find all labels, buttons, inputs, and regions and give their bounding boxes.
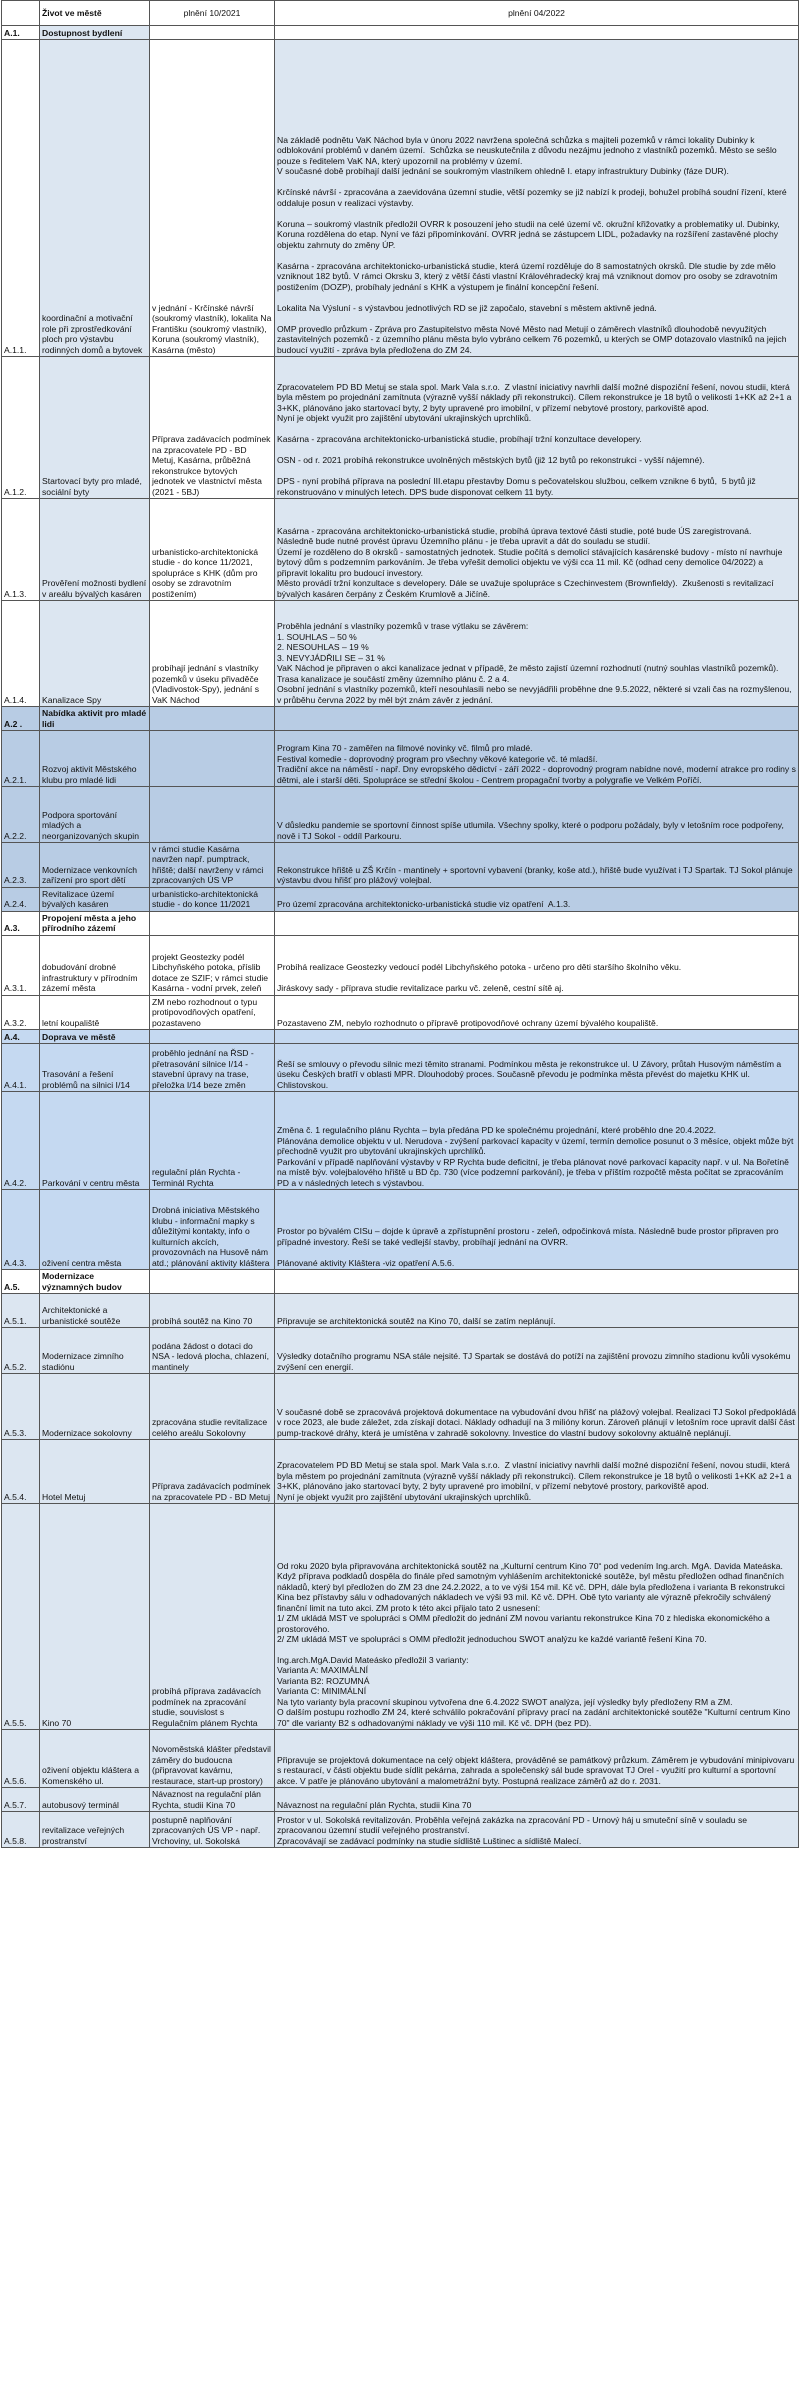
table-row [2, 40, 799, 357]
header-empty [2, 1, 40, 26]
row-name: letní koupaliště [40, 995, 150, 1029]
row-plneni-2022: Program Kina 70 - zaměřen na filmové novinky vč. filmů pro mladé. Festival komedie - doprovodný program pro všechny věkové kategorie vč. té mladší. Tradiční akce na náměstí - např. Dny evropského dědictví - září 2022 - doprovodný program nabídne nové, moderní atrakce pro rodiny s dětmi, ale i starší děti. Spolupráce se střední školou - Centrem propagační tvorby a polygrafie ve Velkém Poříčí. [275, 731, 799, 787]
row-number: A.5.8. [2, 1812, 40, 1848]
row-name: Hotel Metuj [40, 1440, 150, 1504]
row-plneni-2022: Změna č. 1 regulačního plánu Rychta – byla předána PD ke společnému projednání, které proběhlo dne 20.4.2022. Plánována demolice objektu v ul. Nerudova - zvýšení parkovací kapacity v území, termín demolice posunut o 3 měsíce, objekt může být přechodně využit pro ubytování ukrajinských uprchlíků. Parkování v případě naplňování výstavby v RP Rychta bude deficitní, je třeba plánovat nové parkovací kapacity např. v ul. Na Bořetíně na místě býv. volejbalového hřiště u BD čp. 730 (více podzemní parkování), je třeba v příštím rozpočtě města počítat se zpracováním PD a v následných letech s výstavbou. [275, 1092, 799, 1190]
section-number: A.1. [2, 26, 40, 40]
row-plneni-2022: Připravuje se projektová dokumentace na celý objekt kláštera, prováděné se památkový průzkum. Záměrem je vybudování minipivovaru s restaurací, v části objektu bude sídlit pekárna, zahrada a společenský sál bude spravovat TJ Orel - využití pro kulturní a sportovní akce. V patře je plánováno ubytování a malometrážní byty. Postupná realizace záměrů až do r. 2031. [275, 1730, 799, 1788]
row-name: Modernizace zimního stadiónu [40, 1328, 150, 1374]
row-plneni-2022: V důsledku pandemie se sportovní činnost spíše utlumila. Všechny spolky, které o podporu požádaly, byly v letošním roce podpořeny, nově i TJ Sokol - oddíl Parkouru. [275, 787, 799, 843]
row-plneni-2021: v jednání - Krčínské návrší (soukromý vlastník), lokalita Na Františku (soukromý vlastník), Koruna (soukromý vlastník), Kasárna (město) [150, 40, 275, 357]
row-plneni-2022: Rekonstrukce hřiště u ZŠ Krčín - mantinely + sportovní vybavení (branky, koše atd.), hřiště bude využívat i TJ Spartak. TJ Sokol plánuje výstavbu dvou hřišť pro plážový volejbal. [275, 843, 799, 888]
row-plneni-2022: Prostor po bývalém CISu – dojde k úpravě a zpřístupnění prostoru - zeleň, odpočinková místa. Následně bude prostor připraven pro případné investory. Řeší se také vedlejší stavby, probíhají jednání na OVRR. Plánované aktivity Kláštera -viz opatření A.5.6. [275, 1190, 799, 1270]
table-row [2, 1374, 799, 1440]
row-plneni-2022: Zpracovatelem PD BD Metuj se stala spol. Mark Vala s.r.o. Z vlastní iniciativy navrhli další možné dispoziční řešení, novou studii, která byla městem po projednání zamítnuta (výrazně vyšší náklady při rekonstrukci). Cílem rekonstrukce je 18 bytů o velikosti 1+KK až 2+1 a 3+KK, plánováno jako startovací byty, 2 byty upravené pro imobilní, v přízemí nebytové prostory, parkoviště apod. Nyní je objekt využit pro zajištění ubytování ukrajinských uprchlíků. [275, 1440, 799, 1504]
table-row [2, 787, 799, 843]
row-name: autobusový terminál [40, 1788, 150, 1812]
row-name: Revitalizace území bývalých kasáren [40, 887, 150, 911]
row-plneni-2022: Návaznost na regulační plán Rychta, studii Kina 70 [275, 1788, 799, 1812]
row-plneni-2021: zpracována studie revitalizace celého areálu Sokolovny [150, 1374, 275, 1440]
section-title: Doprava ve městě [40, 1030, 150, 1044]
row-plneni-2022: V současné době se zpracovává projektová dokumentace na vybudování dvou hřišť na plážový volejbal. Realizaci TJ Sokol předpokládá v roce 2023, ale bude záležet, zda získají dotaci. Náklady odhadují na 3 milióny korun. Zároveň plánují v letošním roce upravit další část pump-trackové dráhy, která je umístěna v zahradě sokolovny. Investice do vlastní budovy sokolovny aktuálně neplánují. [275, 1374, 799, 1440]
row-plneni-2021 [150, 731, 275, 787]
row-number: A.2.2. [2, 787, 40, 843]
header-col-2021: plnění 10/2021 [150, 1, 275, 26]
row-plneni-2022: Pozastaveno ZM, nebylo rozhodnuto o přípravě protipovodňové ochrany území bývalého koupaliště. [275, 995, 799, 1029]
section-title: Nabídka aktivit pro mladé lidi [40, 707, 150, 731]
table-row [2, 499, 799, 601]
table-row [2, 1294, 799, 1328]
table-row [2, 843, 799, 888]
section-title: Dostupnost bydlení [40, 26, 150, 40]
row-name: oživení centra města [40, 1190, 150, 1270]
row-plneni-2022: Řeší se smlouvy o převodu silnic mezi těmito stranami. Podmínkou města je rekonstrukce ul. U Závory, průtah Husovým náměstím a úseku Českých bratří v oblasti MPR. Dlouhodobý proces. Současně převodu je podmínka města převést do majetku KHK ul. Chlistovskou. [275, 1044, 799, 1092]
row-name: oživení objektu kláštera a Komenského ul. [40, 1730, 150, 1788]
row-number: A.4.1. [2, 1044, 40, 1092]
row-number: A.5.1. [2, 1294, 40, 1328]
row-number: A.3.2. [2, 995, 40, 1029]
row-number: A.4.2. [2, 1092, 40, 1190]
row-name: Kino 70 [40, 1504, 150, 1730]
row-plneni-2021 [150, 787, 275, 843]
row-number: A.1.4. [2, 601, 40, 707]
row-plneni-2022: Od roku 2020 byla připravována architektonická soutěž na „Kulturní centrum Kino 70“ pod vedením Ing.arch. MgA. Davida Mateáska. Když příprava podkladů dospěla do finále před samotným vyhlášením architektonické soutěže, byl městu předložen odhad finančních nákladů, který byl předložen do ZM 23 dne 24.2.2022, a to ve výši 154 mil. Kč vč. DPH, dále byla předložena i varianta B rekonstrukci Kina bez přístavby sálu v odhadovaných nákladech ve výši 93 mil. Kč vč. DPH. Obě tyto varianty ale výrazně překročily schválený finanční limit na tuto akci. ZM proto k této akci přijalo tato 2 usnesení: 1/ ZM ukládá MST ve spolupráci s OMM předložit do jednání ZM novou variantu rekonstrukce Kina 70 z hlediska ekonomického a prostorového. 2/ ZM ukládá MST ve spolupráci s OMM předložit jednoduchou SWOT analýzu ke každé variantě řešení Kina 70. Ing.arch.MgA.David Mateásko předložil 3 varianty: Varianta A: MAXIMÁLNÍ Varianta B2: ROZUMNÁ Varianta C: MINIMÁLNÍ Na tyto varianty byla pracovní skupinou vytvořena dne 6.4.2022 SWOT analýza, její výsledky byly předloženy RM a ZM. O dalším postupu rozhodlo ZM 24, které schválilo pokračování přípravy prací na zadání architektonické soutěže "Kulturní centrum Kino 70" dle varianty B2 s odhadovanými náklady ve výši 110 mil. Kč vč. DPH (bez PD). [275, 1504, 799, 1730]
row-number: A.5.5. [2, 1504, 40, 1730]
row-name: Startovací byty pro mladé, sociální byty [40, 357, 150, 499]
header-col-name: Život ve městě [40, 1, 150, 26]
row-plneni-2021: Novoměstská klášter představil záměry do budoucna (připravovat kavárnu, restaurace, start-up prostory) [150, 1730, 275, 1788]
section-title: Modernizace významných budov [40, 1270, 150, 1294]
row-plneni-2021: podána žádost o dotaci do NSA - ledová plocha, chlazení, mantinely [150, 1328, 275, 1374]
row-number: A.5.7. [2, 1788, 40, 1812]
row-plneni-2021: ZM nebo rozhodnout o typu protipovodňových opatření, pozastaveno [150, 995, 275, 1029]
section-row [2, 1030, 799, 1044]
row-number: A.5.6. [2, 1730, 40, 1788]
table-row [2, 357, 799, 499]
row-name: Kanalizace Spy [40, 601, 150, 707]
row-plneni-2021: probíhá soutěž na Kino 70 [150, 1294, 275, 1328]
row-plneni-2021: Příprava zadávacích podmínek na zpracovatele PD - BD Metuj [150, 1440, 275, 1504]
row-plneni-2022: Pro území zpracována architektonicko-urbanistická studie viz opatření A.1.3. [275, 887, 799, 911]
row-name: Rozvoj aktivit Městského klubu pro mladé lidi [40, 731, 150, 787]
row-plneni-2022: Proběhla jednání s vlastníky pozemků v trase výtlaku se závěrem: 1. SOUHLAS – 50 % 2. NESOUHLAS – 19 % 3. NEVYJÁDŘILI SE – 31 % VaK Náchod je připraven o akci kanalizace jednat v případě, že město zajistí územní rozhodnutí (nutný souhlas vlastníků pozemků). Trasa kanalizace je součástí změny územního plánu č. 2 a 4. Osobní jednání s vlastníky pozemků, kteří nesouhlasili nebo se nevyjádřili proběhne dne 9.5.2022, některé si vzali čas na rozmyšlenou, v průběhu června 2022 by měl být znám závěr z jednání. [275, 601, 799, 707]
row-plneni-2022: Probíhá realizace Geostezky vedoucí podél Libchyňského potoka - určeno pro děti staršího školního věku. Jiráskovy sady - příprava studie revitalizace parku vč. zeleně, cestní sítě aj. [275, 935, 799, 995]
row-number: A.4.3. [2, 1190, 40, 1270]
table-row [2, 1190, 799, 1270]
row-plneni-2021: urbanisticko-architektonická studie - do konce 11/2021, spolupráce s KHK (dům pro osoby se zdravotním postižením) [150, 499, 275, 601]
row-plneni-2021: probíhá příprava zadávacích podmínek na zpracování studie, souvislost s Regulačním plánem Rychta [150, 1504, 275, 1730]
table-row [2, 601, 799, 707]
row-number: A.1.1. [2, 40, 40, 357]
row-name: Architektonické a urbanistické soutěže [40, 1294, 150, 1328]
row-plneni-2021: regulační plán Rychta - Terminál Rychta [150, 1092, 275, 1190]
section-row [2, 1270, 799, 1294]
section-row [2, 911, 799, 935]
table-header [2, 1, 799, 26]
row-number: A.2.3. [2, 843, 40, 888]
row-name: revitalizace veřejných prostranství [40, 1812, 150, 1848]
table-row [2, 1440, 799, 1504]
row-plneni-2021: probíhají jednání s vlastníky pozemků v úseku přivaděče (Vladivostok-Spy), jednání s VaK Náchod [150, 601, 275, 707]
table-row [2, 1730, 799, 1788]
row-plneni-2021: Drobná iniciativa Městského klubu - informační mapky s důležitými kontakty, info o kulturních akcích, provozovnách na Husově nám atd.; plánování aktivity kláštera [150, 1190, 275, 1270]
row-name: Modernizace venkovních zařízení pro sport dětí [40, 843, 150, 888]
table-row [2, 1504, 799, 1730]
row-plneni-2021: Návaznost na regulační plán Rychta, studii Kina 70 [150, 1788, 275, 1812]
row-number: A.1.2. [2, 357, 40, 499]
row-number: A.5.4. [2, 1440, 40, 1504]
row-name: Prověření možnosti bydlení v areálu bývalých kasáren [40, 499, 150, 601]
row-number: A.5.3. [2, 1374, 40, 1440]
row-name: Podpora sportování mladých a neorganizovaných skupin [40, 787, 150, 843]
row-name: dobudování drobné infrastruktury v přírodním zázemí města [40, 935, 150, 995]
header-col-2022: plnění 04/2022 [275, 1, 799, 26]
row-number: A.5.2. [2, 1328, 40, 1374]
table-row [2, 1788, 799, 1812]
row-plneni-2021: Příprava zadávacích podmínek na zpracovatele PD - BD Metuj, Kasárna, průběžná rekonstrukce bytových jednotek ve vlastnictví města (2021 - 5BJ) [150, 357, 275, 499]
row-plneni-2021: urbanisticko-architektonická studie - do konce 11/2021 [150, 887, 275, 911]
section-number: A.2 . [2, 707, 40, 731]
row-plneni-2021: postupně naplňování zpracovaných ÚS VP - např. Vrchoviny, ul. Sokolská [150, 1812, 275, 1848]
section-row [2, 26, 799, 40]
table-row [2, 731, 799, 787]
row-plneni-2022: Prostor v ul. Sokolská revitalizován. Proběhla veřejná zakázka na zpracování PD - Urnový háj u smuteční síně v souladu se zpracovanou územní studií veřejného prostranství. Zpracovávají se zadávací podmínky na studie sídliště Luštinec a sídliště Malecí. [275, 1812, 799, 1848]
row-number: A.2.1. [2, 731, 40, 787]
section-number: A.5. [2, 1270, 40, 1294]
row-plneni-2022: Zpracovatelem PD BD Metuj se stala spol. Mark Vala s.r.o. Z vlastní iniciativy navrhli další možné dispoziční řešení, novou studii, která byla městem po projednání zamítnuta (výrazně vyšší náklady při rekonstrukci). Cílem rekonstrukce je 18 bytů o velikosti 1+KK až 2+1 a 3+KK, plánováno jako startovací byty, 2 byty upravené pro imobilní, v přízemí nebytové prostory, parkoviště apod. Nyní je objekt využit pro zajištění ubytování ukrajinských uprchlíků. Kasárna - zpracována architektonicko-urbanistická studie, probíhají tržní konzultace developery. OSN - od r. 2021 probíhá rekonstrukce uvolněných městských bytů (již 12 bytů po rekonstrukci - vyšší nájemné). DPS - nyní probíhá příprava na poslední III.etapu přestavby Domu s pečovatelskou službou, celkem vznikne 6 bytů, 5 bytů již rekonstruováno v minulých letech. DPS bude disponovat celkem 11 byty. [275, 357, 799, 499]
row-plneni-2021: projekt Geostezky podél Libchyňského potoka, příslib dotace ze SZIF; v rámci studie Kasárna - vodní prvek, zeleň [150, 935, 275, 995]
row-plneni-2022: Na základě podnětu VaK Náchod byla v únoru 2022 navržena společná schůzka s majiteli pozemků v rámci lokality Dubinky k odblokování problémů v daném území. Schůzka se neuskutečnila z důvodu nezájmu jednoho z vlastníků pozemků. Město se sešlo pouze s ředitelem VaK NA, který upozornil na problémy v území. V současné době probíhají další jednání se soukromým vlastníkem ohledně I. etapy infrastruktury Dubinky (fáze DUR). Krčínské návrší - zpracována a zaevidována územní studie, větší pozemky se již nabízí k prodeji, bohužel probíhá soudní řízení, které oddaluje posun v realizaci výstavby. Koruna – soukromý vlastník předložil OVRR k posouzení jeho studii na celé území vč. okružní křižovatky a problematiky ul. Dubinky, Koruna rozdělena do etap. Nyní ve fázi připomínkování. OVRR jedná se zástupcem LIDL, požadavky na rozšíření zastavěné plochy objektu zahrnuty do změny ÚP. Kasárna - zpracována architektonicko-urbanistická studie, která území rozděluje do 8 samostatných okrsků. Dle studie by zde mělo vzniknout 182 bytů. V rámci Okrsku 3, který z větší části vlastní Královéhradecký kraj má vzniknout domov pro osoby se zdravotním postižením (DOZP), probíhaly jednání s KHK a výstupem je finální koncepční řešení. Lokalita Na Výsluní - s výstavbou jednotlivých RD se již započalo, stavební s městem aktivně jedná. OMP provedlo průzkum - Zpráva pro Zastupitelstvo města Nové Město nad Metují o záměrech vlastníků dlouhodobě nevyužitých zastavitelných pozemků - z územního plánu města bylo vybráno celkem 76 pozemků, u kterých se OMP dotazovalo vlastníků na jejich budoucí využití - zpráva byla předložena do ZM 24. [275, 40, 799, 357]
row-plneni-2022: Připravuje se architektonická soutěž na Kino 70, další se zatím neplánují. [275, 1294, 799, 1328]
table-row [2, 1092, 799, 1190]
section-number: A.4. [2, 1030, 40, 1044]
section-number: A.3. [2, 911, 40, 935]
section-row [2, 707, 799, 731]
row-name: Trasování a řešení problémů na silnici I/14 [40, 1044, 150, 1092]
row-name: koordinační a motivační role při zprostředkování ploch pro výstavbu rodinných domů a bytovek [40, 40, 150, 357]
row-number: A.2.4. [2, 887, 40, 911]
section-title: Propojení města a jeho přírodního zázemí [40, 911, 150, 935]
row-name: Parkování v centru města [40, 1092, 150, 1190]
row-plneni-2022: Kasárna - zpracována architektonicko-urbanistická studie, probíhá úprava textové části studie, poté bude ÚS zaregistrovaná. Následně bude nutné provést úpravu Územního plánu - je třeba upravit a dát do souladu se studií. Území je rozděleno do 8 okrsků - samostatných jednotek. Studie počítá s demolicí stávajících kasárenské budovy - místo ní navrhuje bytový dům s podzemním parkováním. Je třeba vyřešit demolici objektu ve výši cca 11 mil. Kč (odhad ceny demolice 04/2022) a připravit lokalitu pro budoucí investory. Město provádí tržní konzultace s developery. Dále se uvažuje spolupráce s Czechinvestem (Brownfieldy). Zkušenosti s revitalizací bývalých kasáren čerpány z Českém Krumlově a Jičíně. [275, 499, 799, 601]
row-plneni-2022: Výsledky dotačního programu NSA stále nejsité. TJ Spartak se dostává do potíží na zajištění provozu zimního stadionu kvůli vysokému zvýšení cen energií. [275, 1328, 799, 1374]
row-plneni-2021: proběhlo jednání na ŘSD - přetrasování silnice I/14 - stavební úpravy na trase, přeložka I/14 beze změn [150, 1044, 275, 1092]
row-name: Modernizace sokolovny [40, 1374, 150, 1440]
table-row [2, 995, 799, 1029]
table-row [2, 935, 799, 995]
table-row [2, 1328, 799, 1374]
table-row [2, 1812, 799, 1848]
table-row [2, 887, 799, 911]
table-row [2, 1044, 799, 1092]
row-number: A.1.3. [2, 499, 40, 601]
row-number: A.3.1. [2, 935, 40, 995]
strategic-plan-table [1, 0, 799, 1848]
row-plneni-2021: v rámci studie Kasárna navržen např. pumptrack, hřiště; další navrženy v rámci zpracovaných ÚS VP [150, 843, 275, 888]
